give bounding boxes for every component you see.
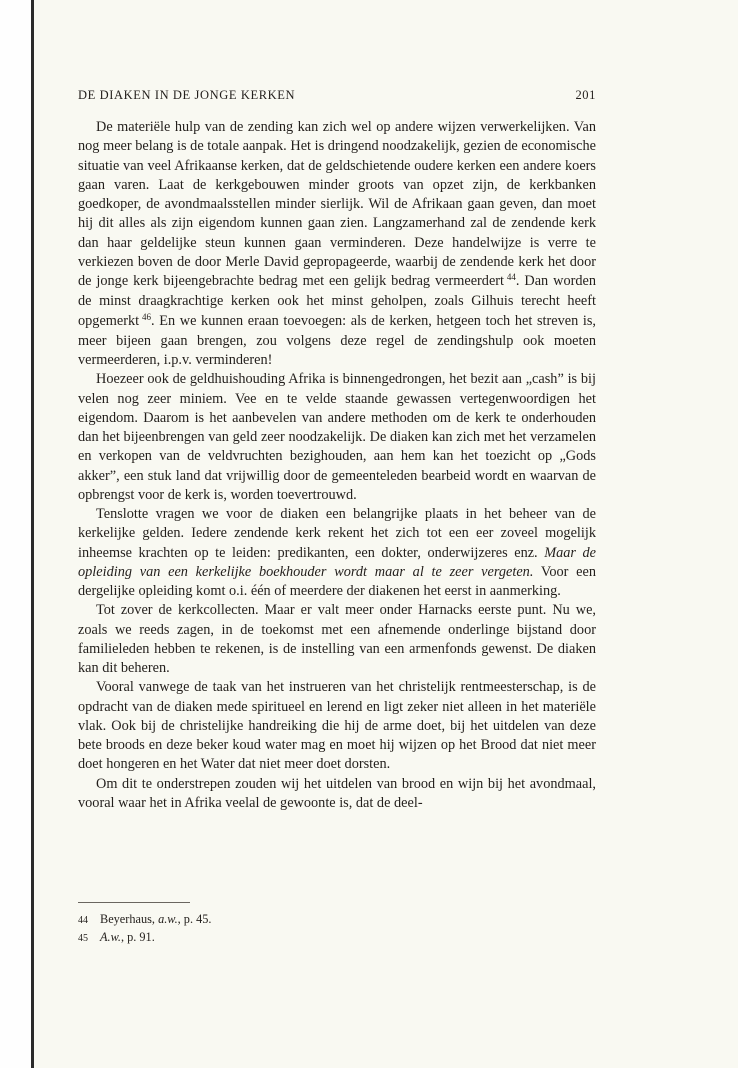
footnote-ref-44: 44 (506, 272, 516, 282)
footnotes (78, 911, 478, 947)
footnote-number: 45 (78, 933, 88, 944)
paragraph-3-text: Tenslotte vragen we voor de diaken een belangrijke plaats in het beheer van de kerkelijke gelden. Iedere zendende kerk rekent het zich tot een eer zoveel mogelijk inheemse krachten op te leiden: predikanten, een dokter, onderwijzeres enz. (78, 506, 596, 561)
paragraph-4: Tot zover de kerkcollecten. Maar er valt meer onder Harnacks eerste punt. Nu we, zoals we reeds zagen, in de toekomst met een afnemende onderlinge bijstand door familieleden hebben te rekenen, is de instelling van een armenfonds gewenst. De diaken kan dit beheren. (78, 602, 596, 676)
paragraph-1 (78, 118, 596, 370)
paragraph-3-text-2: Voor een dergelijke opleiding komt o.i. één of meerdere der diakenen het eerst in aanmerking. (78, 563, 596, 599)
footnote-rest: , p. 91. (120, 930, 155, 944)
paragraph-3 (78, 505, 596, 601)
page-number: 201 (575, 88, 596, 102)
footnote-rest: , p. 45. (177, 912, 212, 926)
body-text (78, 118, 596, 813)
footnote-number: 44 (78, 915, 88, 926)
paragraph-5: Vooral vanwege de taak van het instrueren van het christelijk rentmeesterschap, is de opdracht van de diaken mede spiritueel en lerend en ligt zeker niet alleen in het materiële vlak. Ook bij de christelijke handreiking die hij de arme doet, bij het uitdelen van deze bete broods en deze beker koud water mag en moet hij wijzen op het Brood dat niet meer doet hongeren en het Water dat niet meer doet dorsten. (78, 679, 596, 773)
footnote-45 (78, 929, 478, 947)
footnote-italic: a.w. (158, 912, 178, 926)
footnote-44 (78, 911, 478, 929)
paragraph-1-text: De materiële hulp van de zending kan zich wel op andere wijzen verwerkelijken. Van nog meer belang is de totale aanpak. Het is dringend noodzakelijk, gezien de economische situatie van veel Afrikaanse kerken, dat de geldschietende oudere kerken een andere koers gaan varen. Laat de kerkgebouwen minder groots van opzet zijn, de kerkbanken goedkoper, de avondmaalsstellen minder sierlijk. Wil de Afrikaan gaan geven, dan moet hij dit alles als zijn eigendom kunnen gaan zien. Langzamerhand zal de zendende kerk dan haar geldelijke steun kunnen gaan verminderen. Deze handelwijze is verre te verkiezen boven de door Merle David gepropageerde, waarbij de zendende kerk het door de jonge kerk bijeengebrachte bedrag met een gelijk bedrag vermeerdert (78, 119, 596, 289)
paragraph-1-text-2: . Dan worden de minst draagkrachtige kerken ook het minst geholpen, zoals Gilhuis terecht heeft opgemerkt (78, 273, 596, 329)
paragraph-1-text-3: . En we kunnen eraan toevoegen: als de kerken, hetgeen toch het streven is, meer bijeen gaan brengen, zou volgens deze regel de zendingshulp ook moeten vermeerderen, i.p.v. verminderen! (78, 312, 596, 368)
footnote-text: Beyerhaus, (100, 912, 159, 926)
footnote-ref-46: 46 (142, 311, 152, 322)
paragraph-2: Hoezeer ook de geldhuishouding Afrika is binnengedrongen, het bezit aan „cash” is bij velen nog zeer miniem. Vee en te velde staande gewassen vertegenwoordigen het eigendom. Daarom is het aanbevelen van andere methoden om de kerk te onderhouden dan het bijeenbrengen van geld zeer noodzakelijk. De diaken kan zich met het verzamelen en verkopen van de veldvruchten bezighouden, aan hem kan het toezicht op „Gods akker”, een stuk land dat vrijwillig door de gemeenteleden bearbeid wordt en waarvan de opbrengst voor de kerk is, worden toevertrouwd. (78, 371, 596, 503)
running-title: DE DIAKEN IN DE JONGE KERKEN (78, 88, 296, 102)
running-header (78, 88, 596, 103)
footnote-divider (78, 902, 190, 903)
footnote-italic: A.w. (100, 930, 121, 944)
paragraph-6: Om dit te onderstrepen zouden wij het uitdelen van brood en wijn bij het avondmaal, vooral waar het in Afrika veelal de gewoonte is, dat de deel- (78, 775, 596, 811)
paragraph-3-italic: Maar de opleiding van een kerkelijke boekhouder wordt maar al te zeer vergeten. (78, 544, 596, 580)
